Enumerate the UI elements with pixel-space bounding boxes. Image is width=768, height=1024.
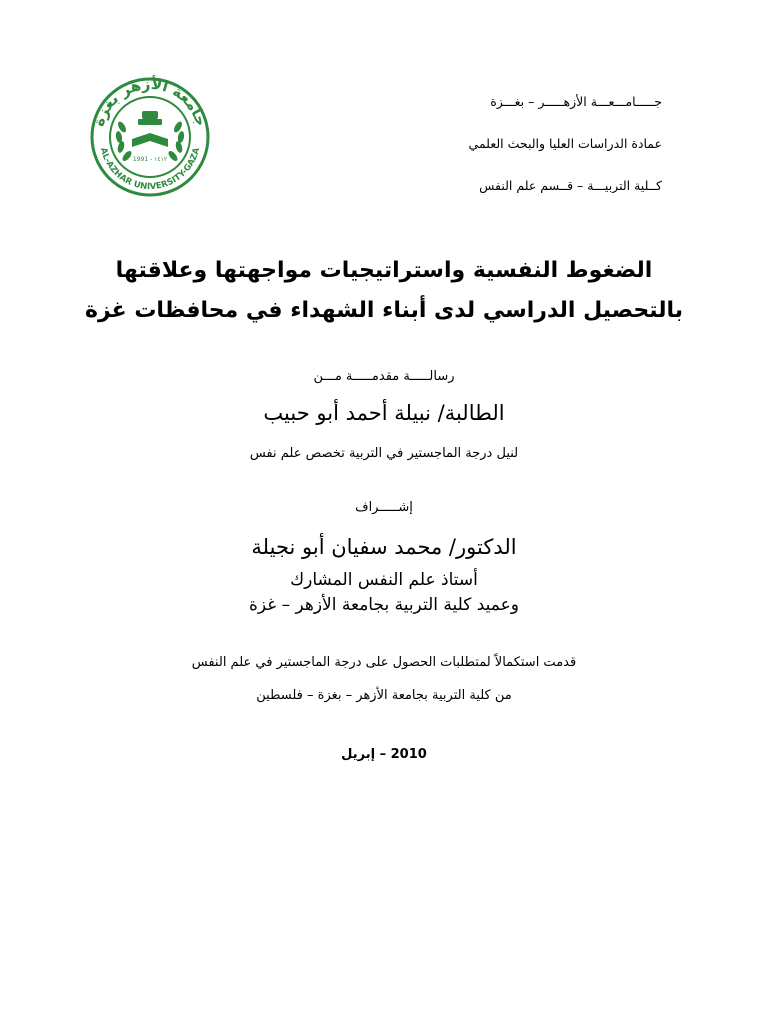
logo-english-text: AL-AZHAR UNIVERSITY-GAZA <box>97 146 203 193</box>
supervisor-name: الدكتور/ محمد سفيان أبو نجيلة <box>251 535 517 559</box>
student-name: الطالبة/ نبيلة أحمد أبو حبيب <box>263 401 505 425</box>
supervision-label: إشـــــراف <box>355 500 413 515</box>
logo-arabic-text: جامعة الأزهر بغزة <box>89 75 211 129</box>
supervisor-position: أستاذ علم النفس المشارك <box>290 570 478 590</box>
logo-years: 1991 - ١٤١٢ <box>132 156 168 163</box>
faculty-name: كــلية التربيـــة – قــسم علم النفس <box>479 178 662 193</box>
submission-label: رسالـــــة مقدمـــــة مـــن <box>313 369 455 384</box>
university-name: جـــــامـــعـــة الأزهـــــر – بغـــزة <box>490 94 662 109</box>
completion-line1: قدمت استكمالاً لمتطلبات الحصول على درجة الماجستير في علم النفس <box>191 655 577 670</box>
supervisor-dean-title: وعميد كلية التربية بجامعة الأزهر – غزة <box>249 595 519 615</box>
deanship-name: عمادة الدراسات العليا والبحث العلمي <box>468 136 662 151</box>
book-emblem-icon <box>132 111 168 147</box>
university-logo <box>88 75 212 199</box>
thesis-title-line1: الضغوط النفسية واستراتيجيات مواجهتها وعلاقتها <box>115 258 653 283</box>
submission-date: 2010 – إبريل <box>341 747 427 762</box>
completion-line2: من كلية التربية بجامعة الأزهر – بغزة – فلسطين <box>256 688 512 703</box>
degree-purpose: لنيل درجة الماجستير في التربية تخصص علم نفس <box>249 446 519 461</box>
thesis-title-line2: بالتحصيل الدراسي لدى أبناء الشهداء في محافظات غزة <box>84 298 684 323</box>
